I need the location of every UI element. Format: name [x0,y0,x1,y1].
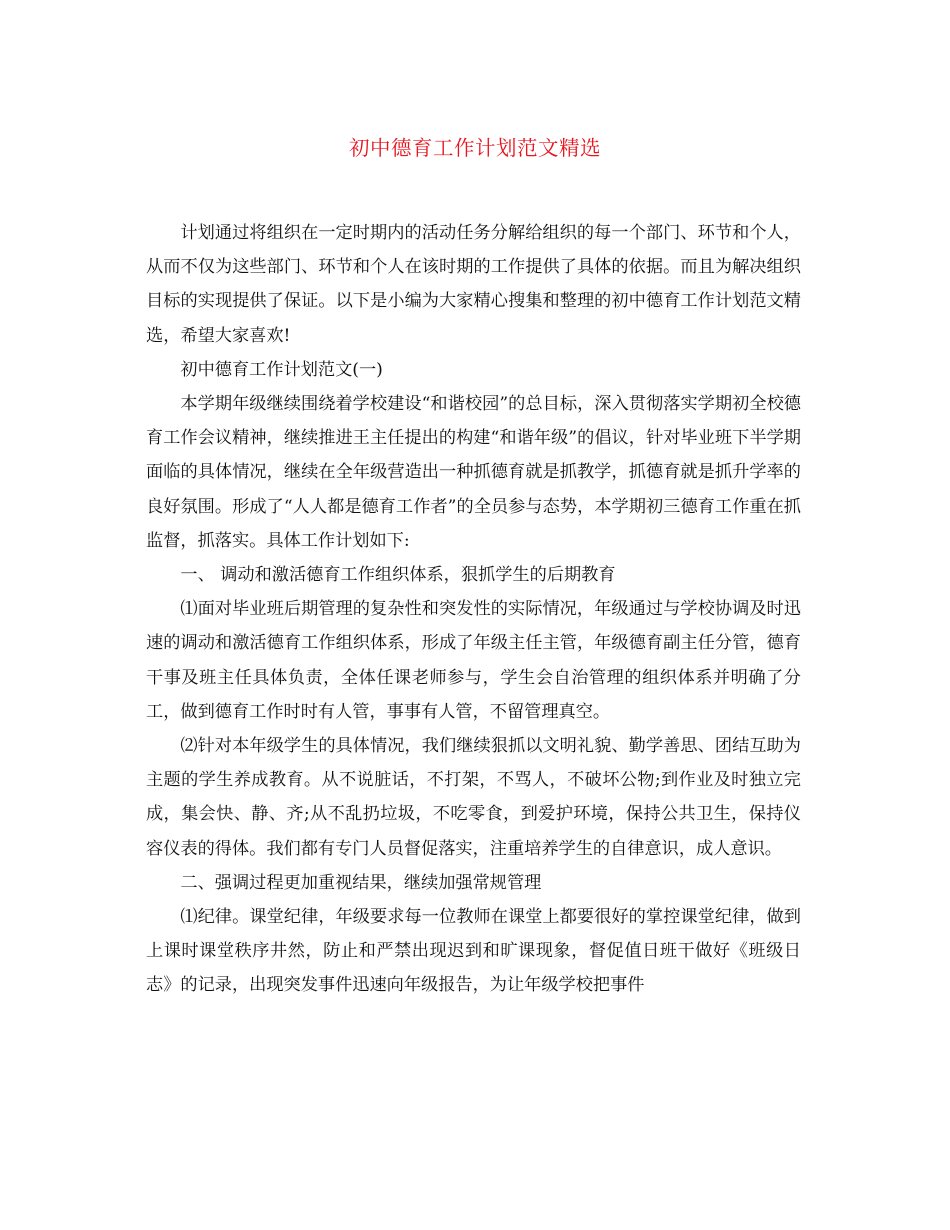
body-paragraph: ⑴纪律。课堂纪律，年级要求每一位教师在课堂上都要很好的掌控课堂纪律，做到上课时课堂秩序井然，防止和严禁出现迟到和旷课现象，督促值日班干做好《班级日志》的记录，出现突发事件迅速向年级报告，为让年级学校把事件 [146,907,801,996]
document-body [146,216,801,1003]
section-heading-two: 二、强调过程更加重视结果，继续加强常规管理 [180,872,542,893]
document-title: 初中德育工作计划范文精选 [349,136,601,160]
body-paragraph: ⑴面对毕业班后期管理的复杂性和突发性的实际情况，年级通过与学校协调及时迅速的调动和激活德育工作组织体系，形成了年级主任主管，年级德育副主任分管，德育干事及班主任具体负责，全体任课老师参与，学生会自治管理的组织体系并明确了分工，做到德育工作时时有人管，事事有人管，不留管理真空。 [146,599,801,722]
section-heading-sample-one: 初中德育工作计划范文(一) [180,359,383,380]
body-paragraph: 本学期年级继续围绕着学校建设“和谐校园”的总目标，深入贯彻落实学期初全校德育工作会议精神，继续推进王主任提出的构建“和谐年级”的倡议，针对毕业班下半学期面临的具体情况，继续在全年级营造出一种抓德育就是抓教学，抓德育就是抓升学率的良好氛围。形成了“人人都是德育工作者”的全员参与态势，本学期初三德育工作重在抓监督，抓落实。具体工作计划如下: [146,394,801,551]
intro-paragraph: 计划通过将组织在一定时期内的活动任务分解给组织的每一个部门、环节和个人，从而不仅为这些部门、环节和个人在该时期的工作提供了具体的依据。而且为解决组织目标的实现提供了保证。以下是小编为大家精心搜集和整理的初中德育工作计划范文精选，希望大家喜欢! [146,223,801,346]
body-paragraph: ⑵针对本年级学生的具体情况，我们继续狠抓以文明礼貌、勤学善思、团结互助为主题的学生养成教育。从不说脏话，不打架，不骂人，不破坏公物;到作业及时独立完成，集会快、静、齐;从不乱扔垃圾，不吃零食，到爱护环境，保持公共卫生，保持仪容仪表的得体。我们都有专门人员督促落实，注重培养学生的自律意识，成人意识。 [146,736,801,859]
section-heading-one: 一、 调动和激活德育工作组织体系，狠抓学生的后期教育 [180,565,616,586]
